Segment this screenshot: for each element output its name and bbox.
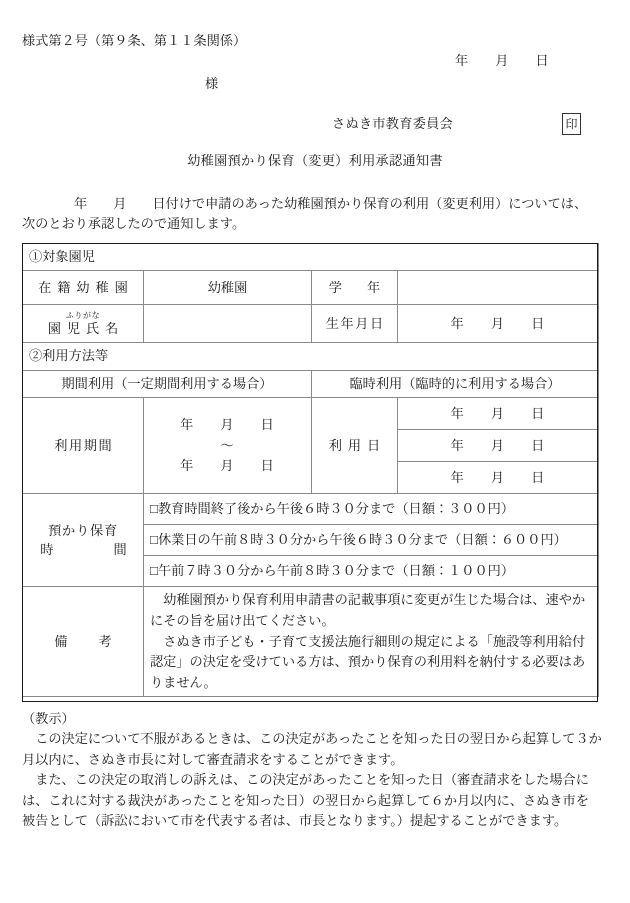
intro-month: 月: [113, 196, 127, 211]
instruction-notice: [22, 709, 602, 832]
checkbox-option-3[interactable]: □午前７時３０分から午前８時３０分まで（日額：１００円）: [144, 556, 599, 587]
use-period-from: [150, 415, 305, 435]
label-use-period: 利用期間: [23, 398, 144, 494]
addressee-honorific: 様: [205, 76, 219, 91]
issue-date-day: 日: [535, 53, 550, 68]
instruction-heading: （教示）: [22, 711, 75, 726]
label-care-hours-line2: 時 間: [40, 542, 138, 558]
issue-date-year: 年: [455, 53, 470, 68]
field-birthdate[interactable]: [398, 305, 599, 343]
table-row: [23, 587, 599, 697]
label-care-hours: [23, 494, 144, 587]
use-period-to-year: 年: [180, 458, 195, 474]
field-enrolled-kindergarten[interactable]: 幼稚園: [144, 271, 312, 305]
label-birthdate: 生年月日: [312, 305, 398, 343]
header-temporary-use: 臨時利用（臨時的に利用する場合）: [312, 370, 599, 397]
ruby-furigana: ふりがな: [65, 311, 101, 321]
birthdate-day: 日: [531, 315, 546, 331]
checkbox-option-2[interactable]: □休業日の午前８時３０分から午後６時３０分まで（日額：６００円）: [144, 525, 599, 556]
table-row: [23, 244, 599, 271]
page-title: 幼稚園預かり保育（変更）利用承認通知書: [187, 153, 443, 168]
header-period-use: 期間利用（一定期間利用する場合）: [23, 370, 312, 397]
use-date-2-year: 年: [450, 437, 465, 453]
field-school-year[interactable]: [398, 271, 599, 305]
seal-box: 印: [562, 113, 581, 135]
field-use-date-2[interactable]: [398, 430, 599, 462]
checkbox-option-1[interactable]: □教育時間終了後から午後６時３０分まで（日額：３００円）: [144, 494, 599, 525]
label-enrolled-kindergarten: 在籍幼稚園: [23, 271, 144, 305]
field-use-date-1[interactable]: [398, 398, 599, 430]
table-row: [23, 343, 599, 370]
label-child-name-text: 園児氏名: [47, 320, 125, 336]
field-use-date-3[interactable]: [398, 462, 599, 494]
use-period-tilde: 〜: [220, 437, 235, 453]
label-child-name: [23, 305, 144, 343]
use-date-2-month: 月: [490, 437, 506, 453]
use-period-from-day: 日: [260, 417, 275, 433]
instruction-paragraph-1: この決定について不服があるときは、この決定があったことを知った日の翌日から起算して３か月以内に、さぬき市長に対して審査請求をすることができます。: [22, 731, 602, 767]
birthdate-month: 月: [490, 315, 506, 331]
label-remarks: 備 考: [23, 587, 144, 697]
label-use-date: 利用日: [312, 398, 398, 494]
field-remarks: [144, 587, 599, 697]
issue-date-line: [455, 51, 550, 71]
use-date-1-year: 年: [450, 405, 465, 421]
use-date-1-month: 月: [490, 405, 506, 421]
remarks-paragraph-1: 幼稚園預かり保育利用申請書の記載事項に変更が生じた場合は、速やかにその旨を届け出てください。: [150, 592, 586, 628]
instruction-paragraph-2: また、この決定の取消しの訴えは、この決定があったことを知った日（審査請求をした場合には、これに対する裁決があったことを知った日）の翌日から起算して６か月以内に、さぬき市を被告として（訴訟において市を代表する者は、市長となります。）提起することができます。: [22, 772, 589, 829]
use-period-from-month: 月: [220, 417, 235, 433]
use-date-1-day: 日: [531, 405, 546, 421]
intro-paragraph: [22, 194, 600, 235]
main-form-table: [22, 243, 599, 697]
section2-heading: ②利用方法等: [23, 343, 599, 370]
form-number: 様式第２号（第９条、第１１条関係）: [22, 33, 247, 48]
remarks-paragraph-2: さぬき市子ども・子育て支援法施行細則の規定による「施設等利用給付認定」の決定を受けている方は、預かり保育の利用料を納付する必要はありません。: [150, 633, 586, 690]
issuer-name: さぬき市教育委員会: [332, 116, 454, 131]
intro-year: 年: [74, 196, 88, 211]
birthdate-year: 年: [450, 315, 465, 331]
table-row: [23, 370, 599, 397]
field-use-period[interactable]: [144, 398, 312, 494]
use-date-3-month: 月: [490, 469, 506, 485]
table-row: [23, 494, 599, 525]
intro-rest: 日付けで申請のあった幼稚園預かり保育の利用（変更利用）については、次のとおり承認したので通知します。: [22, 196, 588, 232]
issue-date-month: 月: [495, 53, 510, 68]
use-period-to: [150, 456, 305, 476]
use-date-2-day: 日: [531, 437, 546, 453]
section1-heading: ①対象園児: [23, 244, 599, 271]
use-date-3-day: 日: [531, 469, 546, 485]
use-period-to-month: 月: [220, 458, 235, 474]
use-period-from-year: 年: [180, 417, 195, 433]
use-date-3-year: 年: [450, 469, 465, 485]
table-row: [23, 398, 599, 430]
label-care-hours-line1: 預かり保育: [48, 522, 118, 538]
field-child-name[interactable]: [144, 305, 312, 343]
table-row: [23, 305, 599, 343]
label-school-year: 学 年: [312, 271, 398, 305]
table-row: [23, 271, 599, 305]
use-period-to-day: 日: [260, 458, 275, 474]
